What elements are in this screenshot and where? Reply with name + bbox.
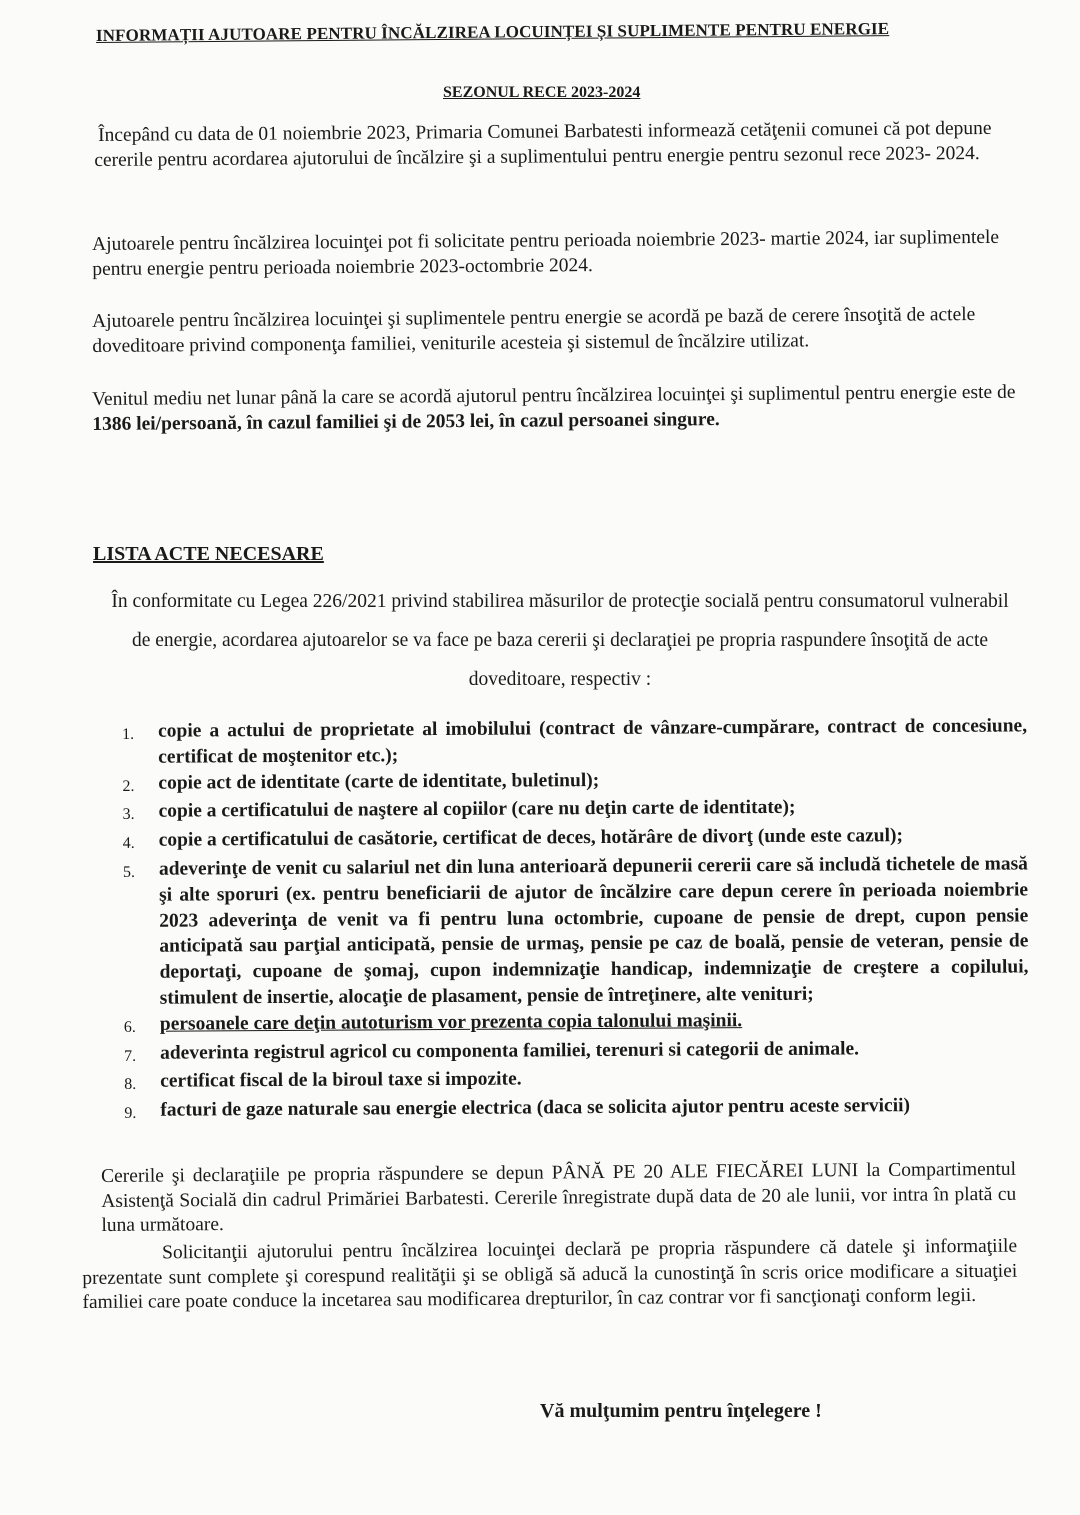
income-limit-text: Venitul mediu net lunar până la care se acordă ajutorul pentru încălzirea locuinţei şi suplimentul pentru energie este de — [92, 381, 1016, 410]
list-item-text: copie a certificatului de naştere al copiilor (care nu deţin carte de identitate); — [158, 797, 796, 823]
documents-list — [112, 713, 1029, 1127]
list-item-number: 5. — [122, 863, 135, 881]
paragraph-deadline: Cererile şi declaraţiile pe propria răspundere se depun PÂNĂ PE 20 ALE FIECĂREI LUNI la Compartimentul Asistenţă Socială din cadrul Primăriei Barbatesti. Cererile înregistrate după data de 20 ale lunii, vor intra în plată cu luna următoare. — [101, 1158, 1017, 1236]
list-item-text: copie a actului de proprietate al imobilului (contract de vânzare-cumpărare, contract de concesiune, certificat de moştenitor etc.); — [158, 715, 1028, 768]
list-item-number: 7. — [124, 1047, 137, 1065]
list-item — [112, 713, 1027, 770]
paragraph-period: Ajutoarele pentru încălzirea locuinţei pot fi solicitate pentru perioada noiembrie 2023- martie 2024, iar suplimentele pentru energie pentru perioada noiembrie 2023-octombrie 2024. — [92, 226, 1000, 280]
paragraph-declaration: Solicitanţii ajutorului pentru încălzirea locuinţei declară pe propria răspundere că datele şi informaţiile prezentate sunt complete şi corespund realităţii şi se obligă să aducă la cunostinţă în scris orice modificare a situaţiei familiei care poate conduce la incetarea sau modificarea drepturilor, în caz contrar vor fi sancţionaţi conform legii. — [82, 1235, 1018, 1313]
document-subtitle: SEZONUL RECE 2023-2024 — [443, 84, 641, 101]
paragraph-announcement: Începând cu data de 01 noiembrie 2023, Primaria Comunei Barbatesti informează cetăţenii comunei că pot depune cererile pentru acordarea ajutorului de încălzire şi a suplimentului pentru energie pentru sezonul rece 2023- 2024. — [94, 117, 992, 171]
list-item-text: persoanele care deţin autoturism vor prezenta copia talonului maşinii. — [159, 1009, 743, 1035]
list-item-number: 2. — [122, 777, 135, 795]
list-item-text: facturi de gaze naturale sau energie electrica (daca se solicita ajutor pentru aceste servicii) — [160, 1095, 911, 1121]
closing-thanks: Vă mulţumim pentru înţelegere ! — [540, 1400, 822, 1422]
list-item-number: 9. — [124, 1105, 137, 1123]
list-item-text: adeverinta registrul agricol cu componenta familiei, terenuri si categorii de animale. — [159, 1038, 860, 1064]
list-item-text: certificat fiscal de la biroul taxe si impozite. — [160, 1068, 522, 1093]
list-item-text: copie a certificatului de casătorie, certificat de deces, hotărâre de divorţ (unde este cazul); — [158, 825, 904, 851]
list-item-number: 3. — [122, 806, 135, 824]
list-item-text: adeverinţe de venit cu salariul net din luna anterioară depunerii cererii care să includă tichetele de masă şi alte sporuri (ex. pentru beneficiarii de ajutor de încălzire care depun cerere în perioada noiembrie 2023 adeverinţa de venit va fi pentru luna octombrie, cupoane de pensie de drept, cupon pensie anticipată sau parţial anticipată, pensie de urmaş, pensie pe caz de boală, pensie de veteran, pensie de deportaţi, cupoane de şomaj, cupon indemnizaţie handicap, indemnizaţie de creştere a copilului, stimulent de insertie, alocaţie de plasament, pensie de întreţinere, alte venituri; — [158, 853, 1029, 1009]
income-limit-values: 1386 lei/persoană, în cazul familiei şi de 2053 lei, în cazul persoanei singure. — [92, 409, 720, 435]
list-item-number: 1. — [122, 725, 135, 743]
list-intro: În conformitate cu Legea 226/2021 privind stabilirea măsurilor de protecţie socială pentru consumatorul vulnerabil de energie, acordarea ajutoarelor se va face pe baza cererii şi declaraţiei pe propria raspundere însoţită de acte doveditoare, respectiv : — [111, 591, 1009, 690]
list-item-number: 4. — [122, 835, 135, 853]
list-item-text: copie act de identitate (carte de identitate, buletinul); — [158, 769, 600, 794]
paragraph-income-limit — [92, 380, 1027, 437]
document-title: INFORMAȚII AJUTOARE PENTRU ÎNCĂLZIREA LOCUINȚEI ȘI SUPLIMENTE PENTRU ENERGIE — [95, 19, 890, 45]
list-item — [114, 1093, 1029, 1127]
list-item-number: 6. — [123, 1018, 136, 1036]
list-item-number: 8. — [124, 1076, 137, 1094]
list-item — [113, 851, 1029, 1011]
list-heading: LISTA ACTE NECESARE — [93, 543, 324, 565]
paragraph-conditions: Ajutoarele pentru încălzirea locuinţei şi suplimentele pentru energie se acordă pe bază de cerere însoţită de actele doveditoare privind componenţa familiei, veniturile acesteia şi sistemul de încălzire utilizat. — [92, 304, 976, 357]
